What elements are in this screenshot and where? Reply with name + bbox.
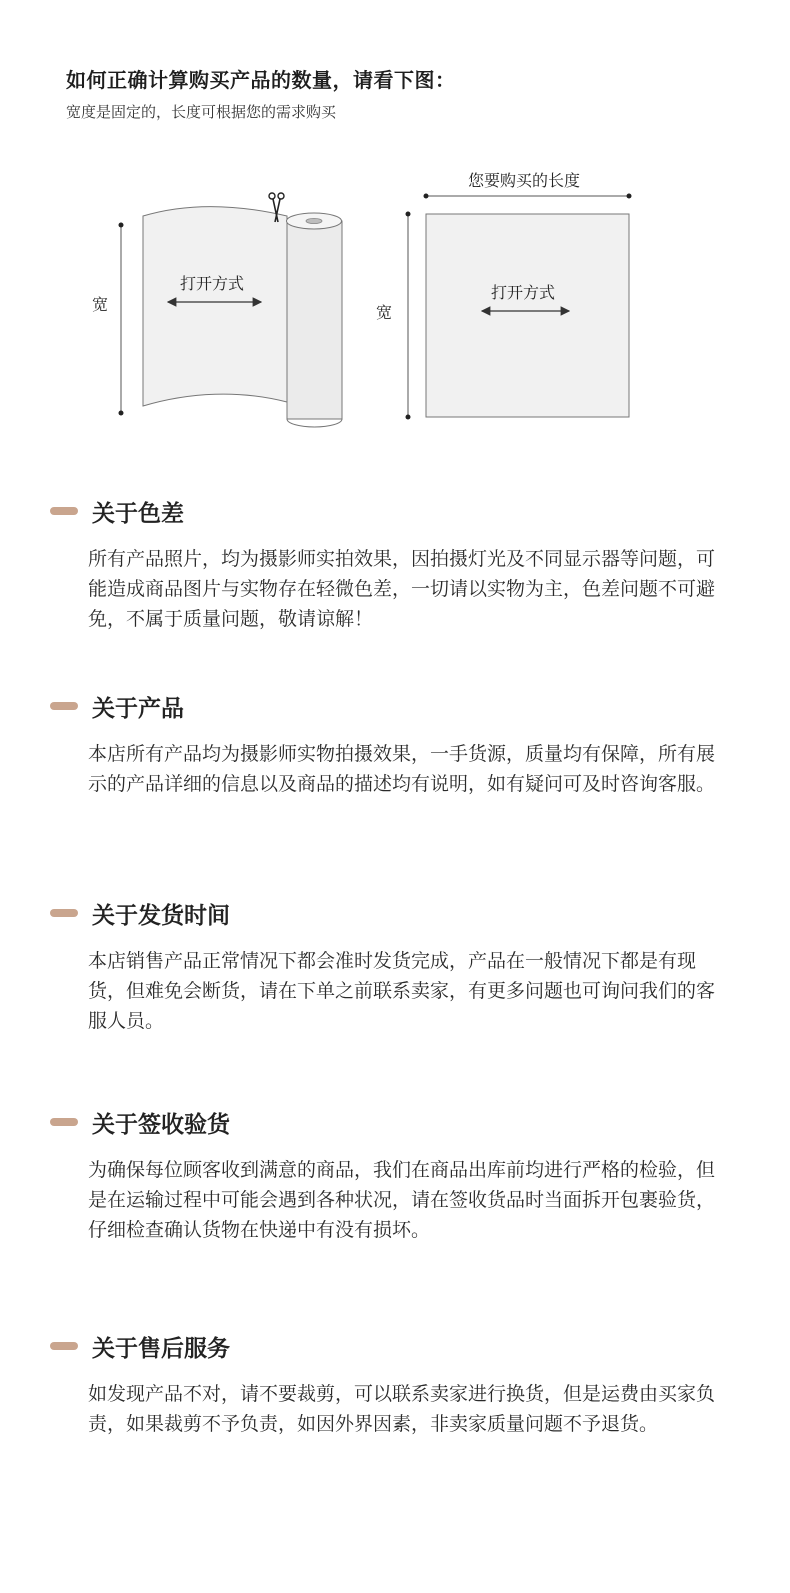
section-header [50, 494, 184, 528]
left-open-label: 打开方式 [180, 274, 245, 293]
roll-size-diagram [0, 150, 790, 440]
intro-subtitle: 宽度是固定的，长度可根据您的需求购买 [66, 103, 337, 121]
flat-sheet-illustration [406, 194, 632, 420]
section-title: 关于签收验货 [92, 1111, 230, 1138]
section-header [50, 1105, 230, 1139]
right-width-label: 宽 [376, 303, 393, 322]
section-header [50, 1329, 230, 1363]
section-body: 为确保每位顾客收到满意的商品，我们在商品出库前均进行严格的检验，但是在运输过程中可能会遇到各种状况，请在签收货品时当面拆开包裹验货，仔细检查确认货物在快递中有没有损坏。 [88, 1159, 716, 1241]
section-title: 关于售后服务 [92, 1335, 230, 1362]
section-body: 本店所有产品均为摄影师实物拍摄效果，一手货源，质量均有保障，所有展示的产品详细的信息以及商品的描述均有说明，如有疑问可及时咨询客服。 [88, 743, 716, 795]
section-title: 关于产品 [92, 695, 184, 722]
section-title: 关于发货时间 [92, 902, 230, 929]
pill-marker-icon [50, 1118, 78, 1126]
pill-marker-icon [50, 507, 78, 515]
pill-marker-icon [50, 1342, 78, 1350]
section-body: 如发现产品不对，请不要裁剪，可以联系卖家进行换货，但是运费由买家负责，如果裁剪不予负责，如因外界因素，非卖家质量问题不予退货。 [88, 1383, 716, 1435]
left-width-label: 宽 [92, 295, 109, 314]
section-header [50, 689, 184, 723]
intro-title: 如何正确计算购买产品的数量，请看下图： [66, 68, 456, 92]
pill-marker-icon [50, 909, 78, 917]
pill-marker-icon [50, 702, 78, 710]
right-open-label: 打开方式 [491, 283, 556, 302]
roll-illustration [119, 193, 343, 427]
right-length-label: 您要购买的长度 [468, 171, 581, 190]
section-header [50, 896, 230, 930]
section-title: 关于色差 [92, 500, 184, 527]
section-body: 本店销售产品正常情况下都会准时发货完成，产品在一般情况下都是有现货，但难免会断货，请在下单之前联系卖家，有更多问题也可询问我们的客服人员。 [88, 950, 716, 1032]
section-body: 所有产品照片，均为摄影师实拍效果，因拍摄灯光及不同显示器等问题，可能造成商品图片与实物存在轻微色差，一切请以实物为主，色差问题不可避免，不属于质量问题，敬请谅解！ [88, 548, 716, 630]
